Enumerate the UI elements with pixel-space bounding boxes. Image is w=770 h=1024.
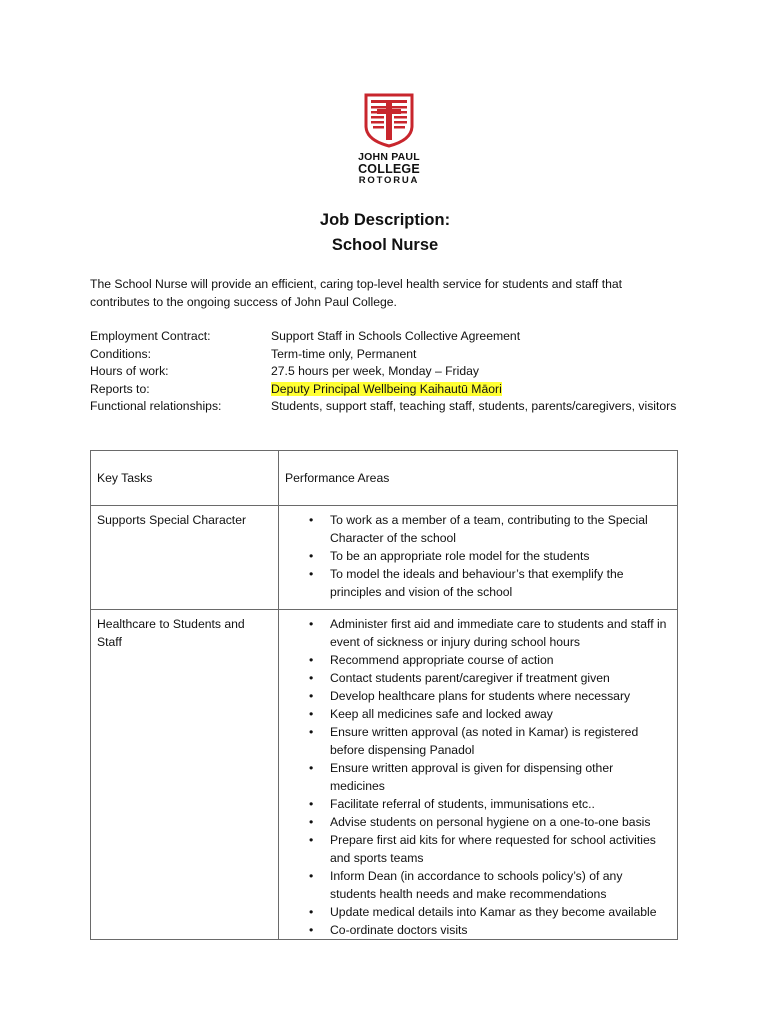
list-item: • Update medical details into Kamar as they become available: [285, 903, 671, 921]
document-title: Job Description:: [319, 211, 451, 229]
list-item: • Ensure written approval is given for dispensing other medicines: [285, 759, 671, 795]
info-value: 27.5 hours per week, Monday – Friday: [271, 364, 479, 378]
list-item: • Recommend appropriate course of action: [285, 651, 671, 669]
highlighted-info-value: Deputy Principal Wellbeing Kaihautū Māori: [271, 381, 502, 396]
college-logo: [348, 92, 430, 192]
list-item: • Facilitate referral of students, immunisations etc..: [285, 795, 671, 813]
college-crest-icon: [363, 92, 415, 148]
table-row: [91, 506, 678, 610]
logo-text-line1: JOHN PAUL: [358, 151, 420, 163]
list-item: • Contact students parent/caregiver if treatment given: [285, 669, 671, 687]
list-item: • Prepare first aid kits for where requested for school activities and sports teams: [285, 831, 671, 867]
performance-cell: [279, 506, 678, 610]
list-item: • To model the ideals and behaviour’s that exemplify the principles and vision of the school: [285, 565, 671, 601]
info-label: Hours of work:: [90, 364, 169, 378]
performance-list: [285, 511, 671, 601]
list-item: • Develop healthcare plans for students where necessary: [285, 687, 671, 705]
info-label: Reports to:: [90, 381, 150, 396]
list-item: • Co-ordinate doctors visits: [285, 921, 671, 939]
tasks-table: [90, 450, 678, 940]
performance-cell: [279, 610, 678, 940]
info-row-contract: [90, 328, 690, 346]
info-row-hours: [90, 363, 690, 381]
list-item: • Keep all medicines safe and locked away: [285, 705, 671, 723]
task-cell: Supports Special Character: [91, 506, 279, 610]
info-label: Employment Contract:: [90, 329, 211, 343]
header-performance-areas: Performance Areas: [279, 451, 678, 506]
table-header-row: [91, 451, 678, 506]
info-value: Term-time only, Permanent: [271, 346, 417, 361]
info-label: Conditions:: [90, 346, 151, 361]
performance-list: [285, 615, 671, 939]
info-value: Students, support staff, teaching staff, students, parents/caregivers, visitors: [271, 399, 677, 413]
document-subtitle: School Nurse: [331, 236, 439, 254]
list-item: • To work as a member of a team, contributing to the Special Character of the school: [285, 511, 671, 547]
task-cell: Healthcare to Students and Staff: [91, 610, 279, 940]
info-row-relationships: [90, 398, 690, 416]
info-row-conditions: [90, 346, 690, 364]
list-item: • To be an appropriate role model for the students: [285, 547, 671, 565]
logo-text-line3: ROTORUA: [358, 175, 420, 186]
list-item: • Administer first aid and immediate care to students and staff in event of sickness or injury during school hours: [285, 615, 671, 651]
logo-text-line2: COLLEGE: [358, 162, 420, 176]
intro-paragraph: The School Nurse will provide an efficient, caring top-level health service for students and staff that contributes to the ongoing success of John Paul College.: [90, 277, 623, 309]
list-item: • Inform Dean (in accordance to schools policy’s) of any students health needs and make recommendations: [285, 867, 671, 903]
employment-info: [90, 328, 690, 416]
header-key-tasks: Key Tasks: [91, 451, 279, 506]
list-item: • Ensure written approval (as noted in Kamar) is registered before dispensing Panadol: [285, 723, 671, 759]
info-value: Support Staff in Schools Collective Agreement: [271, 329, 521, 343]
info-row-reports-to: [90, 381, 690, 399]
table-row: [91, 610, 678, 940]
list-item: • Advise students on personal hygiene on a one-to-one basis: [285, 813, 671, 831]
info-label: Functional relationships:: [90, 399, 222, 413]
